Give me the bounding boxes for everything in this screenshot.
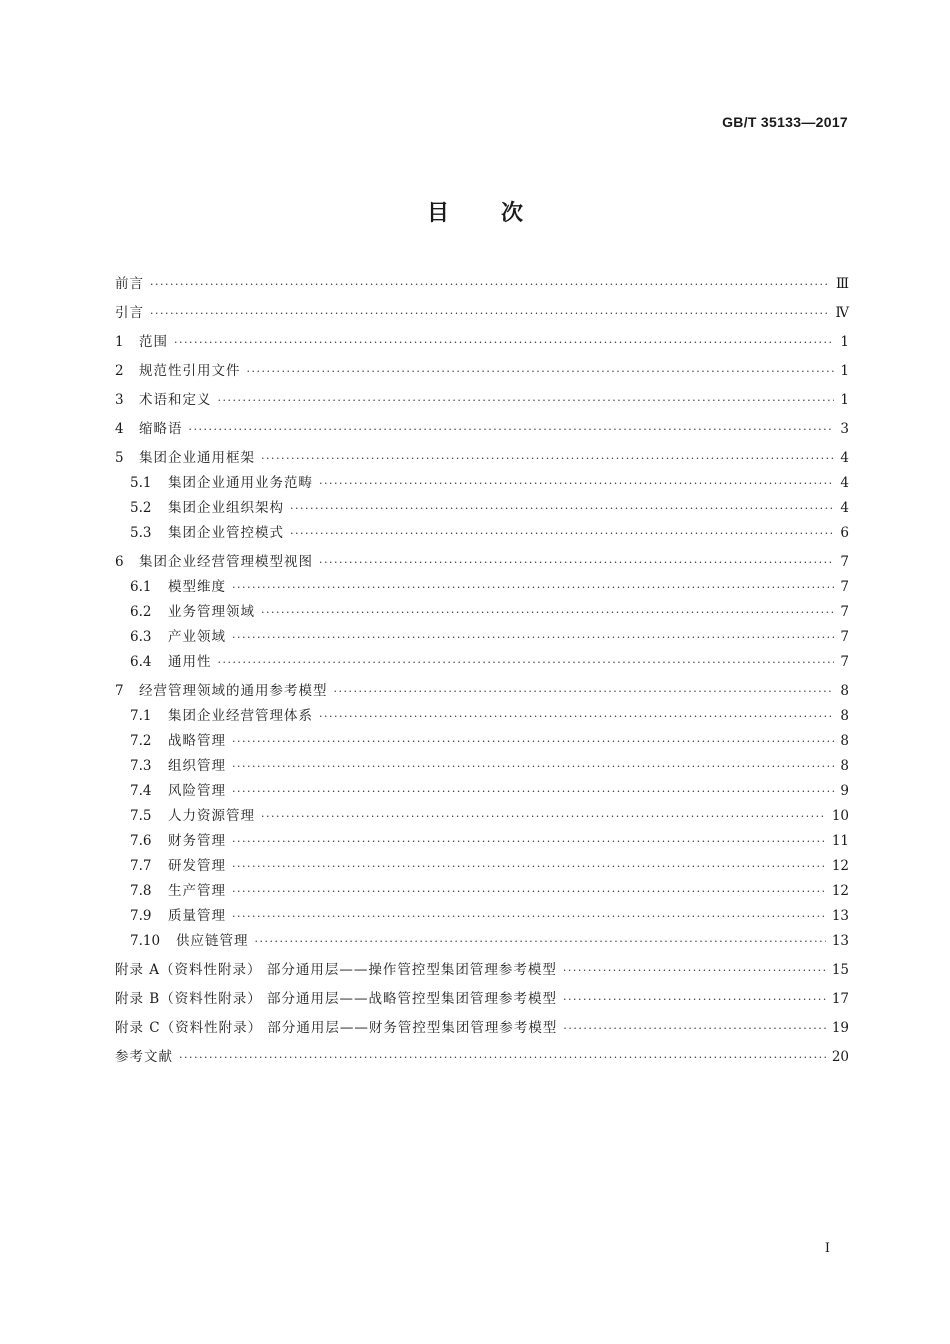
toc-entry-page: 4 — [840, 500, 849, 516]
toc-entry-label: 集团企业通用框架 — [139, 450, 255, 466]
toc-entry-label: 范围 — [139, 334, 168, 350]
toc-entry-number: 4 — [115, 421, 124, 437]
toc-leader-dots — [232, 904, 826, 929]
toc-entry-page: 4 — [840, 450, 849, 466]
toc-entry[interactable] — [115, 272, 849, 297]
toc-leader-dots — [218, 650, 835, 675]
toc-entry-page: 8 — [840, 708, 849, 724]
toc-entry[interactable] — [115, 1045, 849, 1070]
toc-entry[interactable] — [115, 804, 849, 829]
toc-entry[interactable] — [115, 904, 849, 929]
toc-entry-label: 业务管理领域 — [168, 604, 255, 620]
toc-entry-page: 19 — [831, 1020, 849, 1036]
toc-entry-page: 7 — [840, 554, 849, 570]
toc-leader-dots — [174, 330, 834, 355]
toc-entry-number: 7.6 — [130, 833, 152, 849]
toc-entry-label: 参考文献 — [115, 1049, 173, 1065]
toc-entry-page: Ⅳ — [835, 305, 849, 321]
toc-leader-dots — [218, 388, 835, 413]
toc-entry-number: 5.3 — [130, 525, 152, 541]
toc-entry-label: 规范性引用文件 — [139, 363, 241, 379]
toc-entry-number: 7.4 — [130, 783, 152, 799]
toc-entry-label: 前言 — [115, 276, 144, 292]
toc-leader-dots — [261, 446, 834, 471]
toc-entry[interactable] — [115, 417, 849, 442]
toc-entry[interactable] — [115, 854, 849, 879]
toc-leader-dots — [334, 679, 835, 704]
toc-leader-dots — [232, 729, 834, 754]
toc-entry-number: 5.2 — [130, 500, 152, 516]
toc-entry-number: 7.2 — [130, 733, 152, 749]
toc-entry[interactable] — [115, 446, 849, 471]
toc-leader-dots — [232, 575, 834, 600]
toc-entry-page: 8 — [840, 733, 849, 749]
toc-entry-page: Ⅲ — [835, 276, 849, 292]
toc-entry-label: 风险管理 — [168, 783, 226, 799]
toc-entry[interactable] — [115, 829, 849, 854]
toc-entry-label: 组织管理 — [168, 758, 226, 774]
toc-leader-dots — [261, 804, 826, 829]
toc-entry-label: 产业领域 — [168, 629, 226, 645]
toc-entry[interactable] — [115, 471, 849, 496]
toc-leader-dots — [179, 1045, 826, 1070]
toc-entry-page: 17 — [831, 991, 849, 1007]
toc-entry-label: 集团企业管控模式 — [168, 525, 284, 541]
toc-entry-number: 6.3 — [130, 629, 152, 645]
toc-entry-page: 20 — [831, 1049, 849, 1065]
toc-entry[interactable] — [115, 879, 849, 904]
toc-entry-label: 集团企业经营管理模型视图 — [139, 554, 313, 570]
toc-entry[interactable] — [115, 330, 849, 355]
toc-entry-label: 缩略语 — [139, 421, 183, 437]
toc-entry[interactable] — [115, 359, 849, 384]
toc-entry[interactable] — [115, 550, 849, 575]
toc-entry[interactable] — [115, 575, 849, 600]
toc-entry-number: 3 — [115, 392, 124, 408]
toc-entry-label: 术语和定义 — [139, 392, 212, 408]
toc-entry[interactable] — [115, 496, 849, 521]
toc-entry[interactable] — [115, 729, 849, 754]
toc-entry-page: 9 — [840, 783, 849, 799]
toc-entry-page: 4 — [840, 475, 849, 491]
toc-entry-number: 7.3 — [130, 758, 152, 774]
toc-entry-label: 供应链管理 — [176, 933, 249, 949]
toc-entry[interactable] — [115, 650, 849, 675]
toc-entry-page: 15 — [831, 962, 849, 978]
toc-leader-dots — [290, 496, 834, 521]
toc-title-char-1: 目 — [426, 201, 449, 226]
toc-entry-number: 7.9 — [130, 908, 152, 924]
toc-entry-number: 2 — [115, 363, 124, 379]
toc-leader-dots — [189, 417, 835, 442]
toc-leader-dots — [290, 521, 834, 546]
toc-entry-number: 5 — [115, 450, 124, 466]
toc-leader-dots — [232, 854, 826, 879]
toc-entry-number: 6.1 — [130, 579, 152, 595]
toc-entry-page: 8 — [840, 758, 849, 774]
toc-leader-dots — [232, 879, 826, 904]
toc-entry-label: 集团企业经营管理体系 — [168, 708, 313, 724]
toc-entry-number: 7.10 — [130, 933, 161, 949]
toc-leader-dots — [247, 359, 835, 384]
toc-entry-number: 7.8 — [130, 883, 152, 899]
toc-entry-page: 7 — [840, 604, 849, 620]
toc-entry[interactable] — [115, 1016, 849, 1041]
toc-leader-dots — [232, 829, 826, 854]
toc-entry-label: 通用性 — [168, 654, 212, 670]
toc-entry-label: 研发管理 — [168, 858, 226, 874]
toc-entry[interactable] — [115, 754, 849, 779]
toc-entry-number: 7.1 — [130, 708, 152, 724]
toc-entry-page: 11 — [831, 833, 849, 849]
toc-entry-label: 引言 — [115, 305, 144, 321]
toc-entry-label: 附录 A（资料性附录） 部分通用层——操作管控型集团管理参考模型 — [115, 962, 557, 978]
toc-entry[interactable] — [115, 958, 849, 983]
toc-entry-label: 集团企业通用业务范畴 — [168, 475, 313, 491]
toc-entry-page: 13 — [831, 933, 849, 949]
toc-leader-dots — [319, 550, 834, 575]
toc-entry[interactable] — [115, 929, 849, 954]
toc-entry[interactable] — [115, 625, 849, 650]
toc-title-char-2: 次 — [501, 201, 524, 226]
toc-entry[interactable] — [115, 679, 849, 704]
toc-entry-page: 8 — [840, 683, 849, 699]
toc-entry-label: 附录 C（资料性附录） 部分通用层——财务管控型集团管理参考模型 — [115, 1020, 558, 1036]
toc-entry-label: 附录 B（资料性附录） 部分通用层——战略管控型集团管理参考模型 — [115, 991, 558, 1007]
toc-leader-dots — [261, 600, 834, 625]
toc-entry[interactable] — [115, 301, 849, 326]
toc-entry-page: 7 — [840, 629, 849, 645]
toc-leader-dots — [319, 704, 834, 729]
toc-entry-number: 7.5 — [130, 808, 152, 824]
toc-entry-label: 质量管理 — [168, 908, 226, 924]
toc-entry-page: 7 — [840, 579, 849, 595]
toc-entry-page: 7 — [840, 654, 849, 670]
toc-entry-page: 13 — [831, 908, 849, 924]
toc-entry-label: 人力资源管理 — [168, 808, 255, 824]
toc-entry[interactable] — [115, 704, 849, 729]
page-number: I — [824, 1241, 830, 1256]
toc-entry-page: 1 — [840, 363, 849, 379]
toc-entry-page: 12 — [831, 883, 849, 899]
toc-entry-number: 5.1 — [130, 475, 152, 491]
toc-leader-dots — [255, 929, 826, 954]
toc-leader-dots — [563, 1016, 825, 1041]
toc-leader-dots — [232, 625, 834, 650]
toc-entry-page: 10 — [831, 808, 849, 824]
table-of-contents — [115, 272, 849, 1070]
toc-entry-number: 6 — [115, 554, 124, 570]
toc-entry-number: 6.2 — [130, 604, 152, 620]
toc-entry-page: 12 — [831, 858, 849, 874]
toc-entry-number: 6.4 — [130, 654, 152, 670]
toc-entry-label: 财务管理 — [168, 833, 226, 849]
toc-entry-number: 7.7 — [130, 858, 152, 874]
toc-leader-dots — [150, 301, 830, 326]
toc-entry-label: 经营管理领域的通用参考模型 — [139, 683, 328, 699]
toc-leader-dots — [150, 272, 830, 297]
toc-entry-number: 7 — [115, 683, 124, 699]
toc-leader-dots — [232, 754, 834, 779]
toc-leader-dots — [563, 958, 826, 983]
toc-entry-page: 3 — [840, 421, 849, 437]
toc-leader-dots — [563, 987, 826, 1012]
toc-title — [0, 196, 950, 227]
toc-entry-page: 6 — [840, 525, 849, 541]
toc-entry[interactable] — [115, 388, 849, 413]
toc-entry-label: 模型维度 — [168, 579, 226, 595]
toc-entry-page: 1 — [840, 392, 849, 408]
toc-entry[interactable] — [115, 987, 849, 1012]
toc-leader-dots — [319, 471, 834, 496]
toc-entry-label: 生产管理 — [168, 883, 226, 899]
toc-entry[interactable] — [115, 600, 849, 625]
toc-entry-page: 1 — [840, 334, 849, 350]
toc-entry-label: 集团企业组织架构 — [168, 500, 284, 516]
toc-entry[interactable] — [115, 779, 849, 804]
toc-entry-number: 1 — [115, 334, 124, 350]
standard-code: GB/T 35133—2017 — [722, 114, 848, 130]
toc-entry-label: 战略管理 — [168, 733, 226, 749]
toc-leader-dots — [232, 779, 834, 804]
toc-entry[interactable] — [115, 521, 849, 546]
